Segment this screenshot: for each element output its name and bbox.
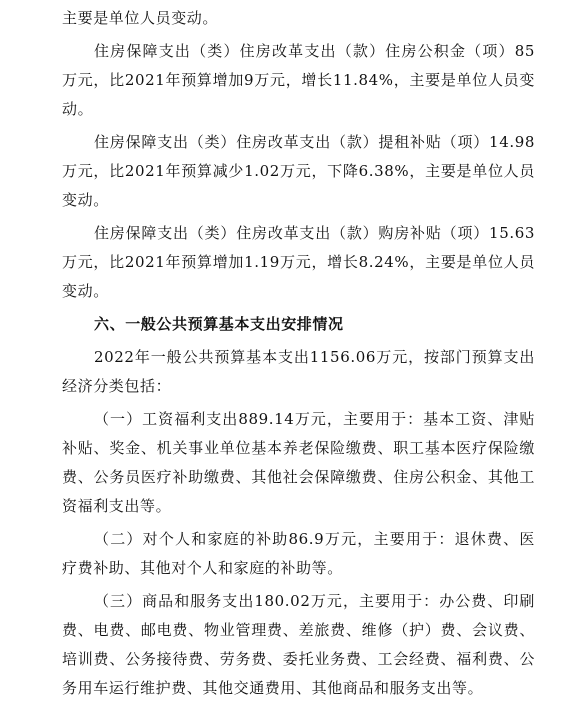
paragraph-rent-subsidy: 住房保障支出（类）住房改革支出（款）提租补贴（项）14.98万元，比2021年预算减少1.02万元，下降6.38%，主要是单位人员变动。	[62, 133, 535, 209]
paragraph-housing-fund: 住房保障支出（类）住房改革支出（款）住房公积金（项）85万元，比2021年预算增加9万元，增长11.84%，主要是单位人员变动。	[62, 42, 535, 118]
section-heading: 六、一般公共预算基本支出安排情况	[94, 315, 344, 333]
paragraph-basic-expenditure: 2022年一般公共预算基本支出1156.06万元，按部门预算支出经济分类包括：	[62, 348, 535, 395]
paragraph-salary-welfare: （一）工资福利支出889.14万元，主要用于：基本工资、津贴补贴、奖金、机关事业单位基本养老保险缴费、职工基本医疗保险缴费、公务员医疗补助缴费、其他社会保障缴费、住房公积金、其他工资福利支出等。	[62, 410, 535, 515]
paragraph-purchase-subsidy: 住房保障支出（类）住房改革支出（款）购房补贴（项）15.63万元，比2021年预算增加1.19万元，增长8.24%，主要是单位人员变动。	[62, 224, 535, 300]
paragraph-goods-services: （三）商品和服务支出180.02万元，主要用于：办公费、印刷费、电费、邮电费、物业管理费、差旅费、维修（护）费、会议费、培训费、公务接待费、劳务费、委托业务费、工会经费、福利费、公务用车运行维护费、其他交通费用、其他商品和服务支出等。	[62, 592, 535, 697]
paragraph-continuation: 主要是单位人员变动。	[62, 9, 219, 27]
paragraph-household-subsidy: （二）对个人和家庭的补助86.9万元，主要用于：退休费、医疗费补助、其他对个人和家庭的补助等。	[62, 530, 535, 577]
